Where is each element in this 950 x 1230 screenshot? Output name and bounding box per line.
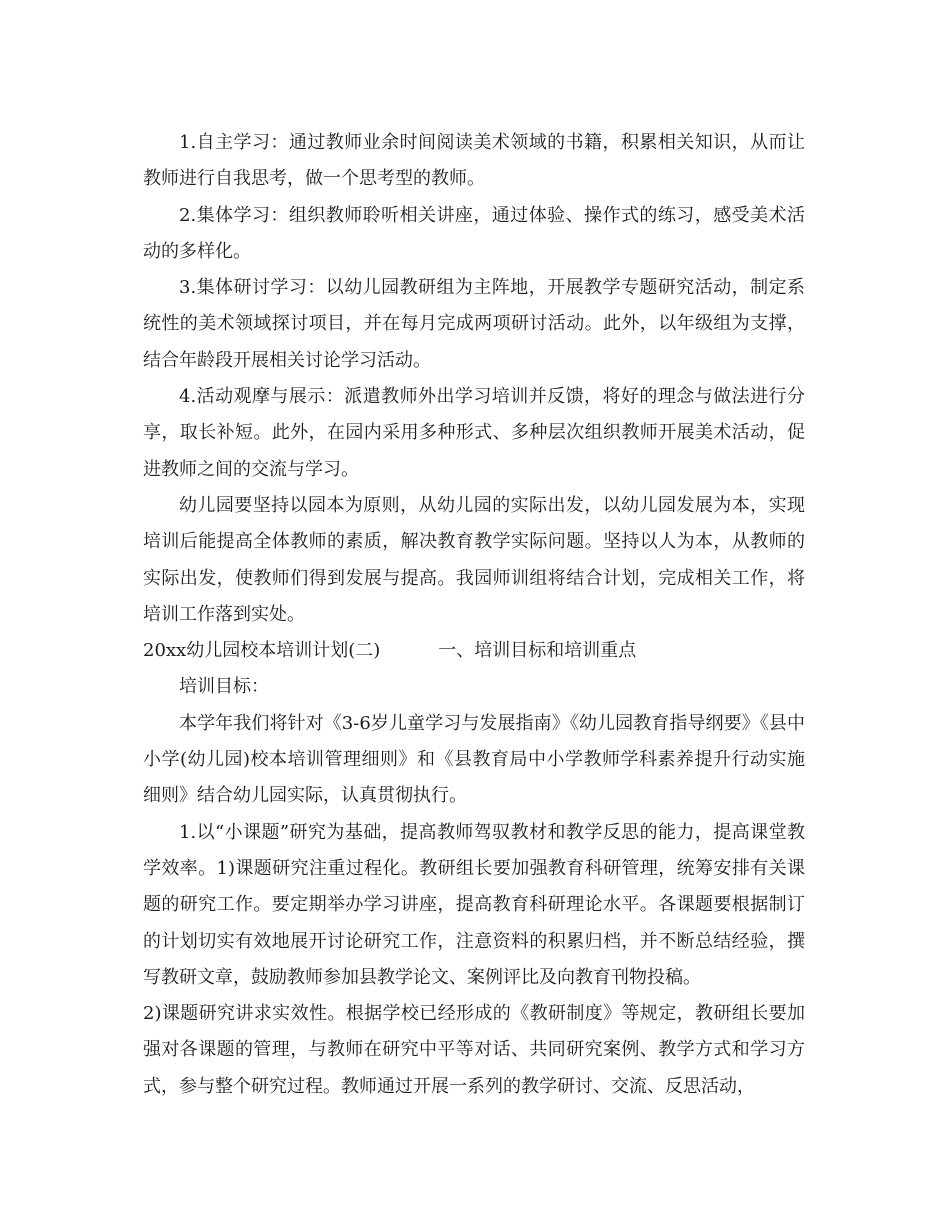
paragraph-item-1-part-2: 2)课题研究讲求实效性。根据学校已经形成的《教研制度》等规定，教研组长要加强对各课题的管理，与教师在研究中平等对话、共同研究案例、教学方式和学习方式，参与整个研究过程。教师通过开展一系列的教学研讨、交流、反思活动， [143, 1003, 805, 1097]
paragraph-self-study: 1.自主学习：通过教师业余时间阅读美术领域的书籍，积累相关知识，从而让教师进行自我思考，做一个思考型的教师。 [143, 132, 805, 190]
plan-title-line [143, 633, 805, 669]
section-heading: 一、培训目标和培训重点 [438, 640, 637, 662]
paragraph-group-research: 3.集体研讨学习：以幼儿园教研组为主阵地，开展教学专题研究活动，制定系统性的美术领域探讨项目，并在每月完成两项研讨活动。此外，以年级组为支撑，结合年龄段开展相关讨论学习活动。 [143, 277, 805, 371]
goal-label: 培训目标： [179, 676, 269, 698]
paragraph-observation-display: 4.活动观摩与展示：派遣教师外出学习培训并反馈，将好的理念与做法进行分享，取长补短。此外，在园内采用多种形式、多种层次组织教师开展美术活动，促进教师之间的交流与学习。 [143, 386, 805, 480]
plan-title: 20xx幼儿园校本培训计划(二) [143, 640, 381, 662]
paragraph-item-1: 1.以“小课题”研究为基础，提高教师驾驭教材和教学反思的能力，提高课堂教学效率。1)课题研究注重过程化。教研组长要加强教育科研管理，统筹安排有关课题的研究工作。要定期举办学习讲座，提高教育科研理论水平。各课题要根据制订的计划切实有效地展开讨论研究工作，注意资料的积累归档，并不断总结经验，撰写教研文章，鼓励教师参加县教学论文、案例评比及向教育刊物投稿。 [143, 821, 805, 988]
paragraph-goal-intro: 本学年我们将针对《3-6岁儿童学习与发展指南》《幼儿园教育指导纲要》《县中小学(幼儿园)校本培训管理细则》和《县教育局中小学教师学科素养提升行动实施细则》结合幼儿园实际，认真贯彻执行。 [143, 712, 805, 807]
paragraph-principle: 幼儿园要坚持以园本为原则，从幼儿园的实际出发，以幼儿园发展为本，实现培训后能提高全体教师的素质，解决教育教学实际问题。坚持以人为本，从教师的实际出发，使教师们得到发展与提高。我园师训组将结合计划，完成相关工作，将培训工作落到实处。 [143, 494, 805, 625]
paragraph-group-study: 2.集体学习：组织教师聆听相关讲座，通过体验、操作式的练习，感受美术活动的多样化。 [143, 204, 805, 262]
document-body [143, 125, 805, 1105]
